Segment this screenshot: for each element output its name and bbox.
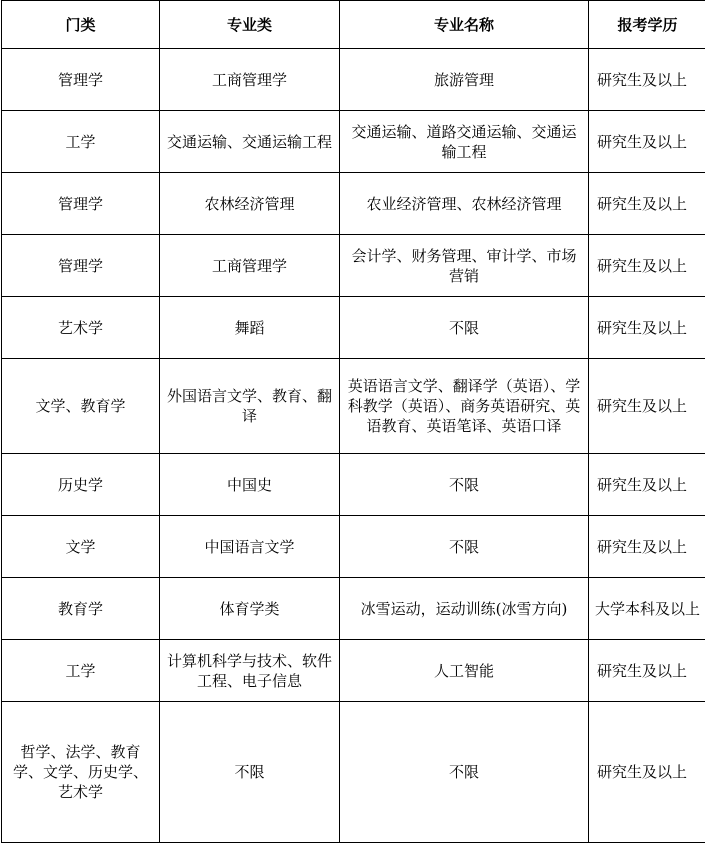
table-row bbox=[2, 578, 705, 640]
cell-major-class: 舞蹈 bbox=[160, 297, 340, 359]
header-major-class: 专业类 bbox=[160, 1, 340, 49]
cell-major-name: 旅游管理 bbox=[340, 49, 589, 111]
cell-major-class: 计算机科学与技术、软件工程、电子信息 bbox=[160, 640, 340, 702]
cell-degree: 研究生及以上 bbox=[589, 297, 705, 359]
cell-category: 管理学 bbox=[2, 49, 160, 111]
header-category: 门类 bbox=[2, 1, 160, 49]
cell-category: 历史学 bbox=[2, 454, 160, 516]
cell-degree: 研究生及以上 bbox=[589, 516, 705, 578]
cell-major-name: 英语语言文学、翻译学（英语）、学科教学（英语）、商务英语研究、英语教育、英语笔译、英语口译 bbox=[340, 359, 589, 454]
table-row bbox=[2, 297, 705, 359]
cell-degree: 研究生及以上 bbox=[589, 173, 705, 235]
cell-major-class: 中国语言文学 bbox=[160, 516, 340, 578]
cell-degree: 研究生及以上 bbox=[589, 640, 705, 702]
cell-category: 文学、教育学 bbox=[2, 359, 160, 454]
cell-degree: 研究生及以上 bbox=[589, 235, 705, 297]
table-row bbox=[2, 235, 705, 297]
cell-major-name: 农业经济管理、农林经济管理 bbox=[340, 173, 589, 235]
cell-category: 哲学、法学、教育学、文学、历史学、艺术学 bbox=[2, 702, 160, 843]
cell-category: 工学 bbox=[2, 111, 160, 173]
cell-major-name: 不限 bbox=[340, 702, 589, 843]
cell-category: 教育学 bbox=[2, 578, 160, 640]
table-row bbox=[2, 640, 705, 702]
cell-category: 艺术学 bbox=[2, 297, 160, 359]
cell-major-class: 体育学类 bbox=[160, 578, 340, 640]
cell-category: 管理学 bbox=[2, 235, 160, 297]
table-header-row bbox=[2, 1, 705, 49]
cell-degree: 研究生及以上 bbox=[589, 111, 705, 173]
cell-major-class: 农林经济管理 bbox=[160, 173, 340, 235]
cell-degree: 研究生及以上 bbox=[589, 454, 705, 516]
cell-major-name: 不限 bbox=[340, 297, 589, 359]
cell-degree: 研究生及以上 bbox=[589, 702, 705, 843]
header-major-name: 专业名称 bbox=[340, 1, 589, 49]
cell-degree: 研究生及以上 bbox=[589, 49, 705, 111]
cell-major-class: 交通运输、交通运输工程 bbox=[160, 111, 340, 173]
cell-degree: 研究生及以上 bbox=[589, 359, 705, 454]
cell-major-name: 冰雪运动，运动训练(冰雪方向) bbox=[340, 578, 589, 640]
cell-major-name: 人工智能 bbox=[340, 640, 589, 702]
table-row bbox=[2, 49, 705, 111]
table-row bbox=[2, 359, 705, 454]
table-row bbox=[2, 516, 705, 578]
cell-major-class: 工商管理学 bbox=[160, 235, 340, 297]
header-degree: 报考学历 bbox=[589, 1, 705, 49]
table-row bbox=[2, 173, 705, 235]
cell-major-name: 交通运输、道路交通运输、交通运输工程 bbox=[340, 111, 589, 173]
cell-degree: 大学本科及以上 bbox=[589, 578, 705, 640]
cell-category: 管理学 bbox=[2, 173, 160, 235]
major-requirements-table bbox=[1, 0, 705, 843]
cell-major-class: 中国史 bbox=[160, 454, 340, 516]
cell-major-name: 会计学、财务管理、审计学、市场营销 bbox=[340, 235, 589, 297]
cell-category: 工学 bbox=[2, 640, 160, 702]
table-row bbox=[2, 702, 705, 843]
cell-major-class: 外国语言文学、教育、翻译 bbox=[160, 359, 340, 454]
cell-major-name: 不限 bbox=[340, 516, 589, 578]
table-row bbox=[2, 454, 705, 516]
table-row bbox=[2, 111, 705, 173]
cell-major-name: 不限 bbox=[340, 454, 589, 516]
cell-major-class: 不限 bbox=[160, 702, 340, 843]
cell-major-class: 工商管理学 bbox=[160, 49, 340, 111]
cell-category: 文学 bbox=[2, 516, 160, 578]
